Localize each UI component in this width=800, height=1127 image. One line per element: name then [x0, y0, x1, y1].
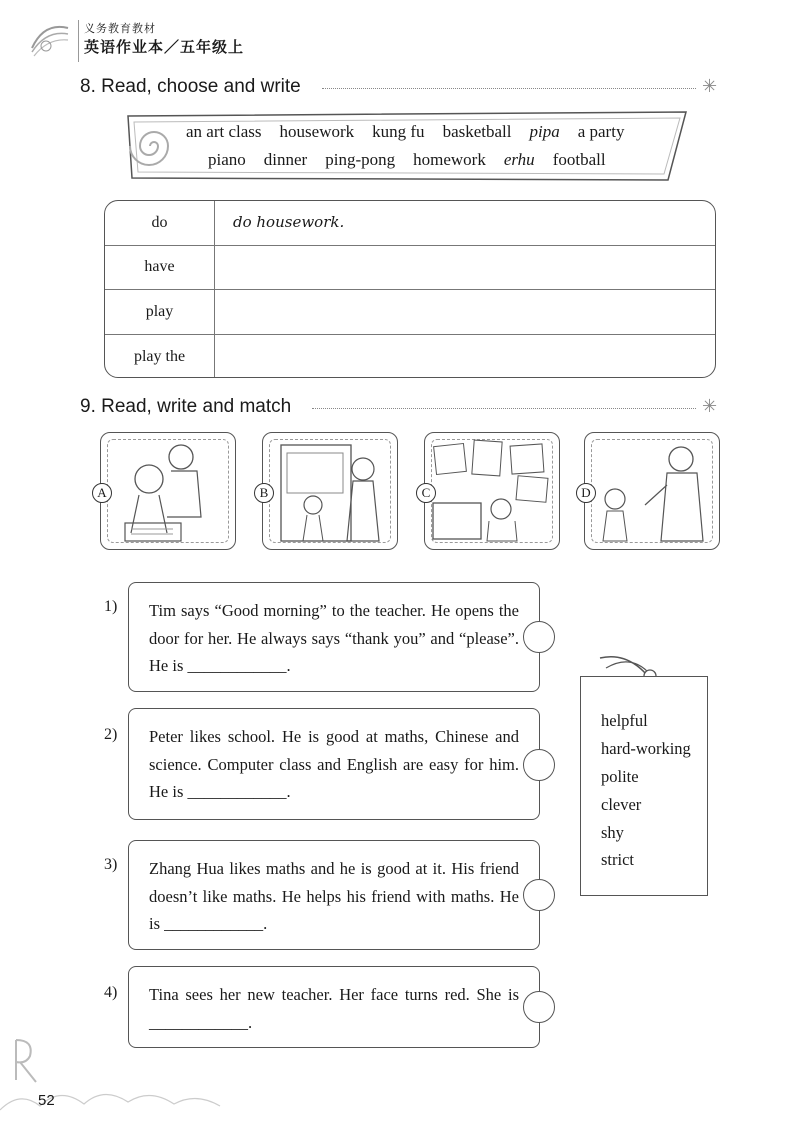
question-card-3 — [128, 840, 540, 950]
tag-word: clever — [601, 795, 642, 814]
publisher-logo-icon — [24, 18, 74, 62]
question-text: Tim says “Good morning” to the teacher. He opens the door for her. He always says “thank you” and “please”. He is ____________. — [149, 601, 519, 675]
question-text: Tina sees her new teacher. Her face turns red. She is ____________. — [149, 985, 519, 1032]
teacher-illustration — [585, 433, 721, 551]
picture-label-a: A — [92, 483, 112, 503]
table-row — [105, 246, 715, 291]
word-bank-item: erhu — [503, 150, 535, 169]
question-text: Peter likes school. He is good at maths, Chinese and science. Computer class and English are easy for him. He is ____________. — [149, 727, 519, 801]
word-bank-item: football — [552, 150, 606, 169]
match-hole[interactable] — [523, 879, 555, 911]
word-bank-item: a party — [577, 122, 625, 141]
section9-dotted-rule — [312, 408, 696, 409]
tag-word: helpful — [601, 711, 648, 730]
question-card-1 — [128, 582, 540, 692]
table-verb: play — [105, 290, 215, 334]
asterisk-icon: ✳ — [702, 396, 718, 417]
word-bank-item: housework — [279, 122, 355, 141]
table-answer-field[interactable]: do housework. — [233, 213, 345, 231]
computer-illustration — [425, 433, 561, 551]
word-bank-item: basketball — [442, 122, 512, 141]
question-card-2 — [128, 708, 540, 820]
header-series: 义务教育教材 — [84, 23, 156, 35]
table-row — [105, 201, 715, 246]
question-number: 2) — [104, 726, 118, 743]
section9-title: 9. Read, write and match — [80, 396, 292, 417]
tag-word: hard-working — [601, 739, 691, 758]
picture-label-c: C — [416, 483, 436, 503]
table-verb: have — [105, 246, 215, 290]
tag-word: strict — [601, 850, 634, 869]
section8-dotted-rule — [322, 88, 696, 89]
page-number: 52 — [38, 1092, 55, 1109]
table-verb: do — [105, 201, 215, 245]
header-book-title: 英语作业本／五年级上 — [84, 40, 245, 56]
tag-word: shy — [601, 823, 624, 842]
table-verb: play the — [105, 335, 215, 379]
asterisk-icon: ✳ — [702, 76, 718, 97]
match-hole[interactable] — [523, 621, 555, 653]
question-number: 3) — [104, 856, 118, 873]
question-text: Zhang Hua likes maths and he is good at it. His friend doesn’t like maths. He helps his friend with maths. He is ____________. — [149, 859, 519, 933]
footer-cloud-decoration — [0, 1030, 260, 1127]
word-bank-item: dinner — [263, 150, 308, 169]
word-bank-item: kung fu — [372, 122, 425, 141]
swirl-icon — [128, 118, 178, 174]
word-bank-row-1 — [186, 122, 642, 142]
word-bank-item: ping-pong — [325, 150, 396, 169]
word-bank-item: homework — [413, 150, 486, 169]
picture-frame-b — [262, 432, 398, 550]
door-illustration — [263, 433, 399, 551]
match-hole[interactable] — [523, 749, 555, 781]
table-row — [105, 290, 715, 335]
match-hole[interactable] — [523, 991, 555, 1023]
picture-label-d: D — [576, 483, 596, 503]
picture-frame-c — [424, 432, 560, 550]
header-divider — [78, 20, 79, 62]
picture-label-b: B — [254, 483, 274, 503]
word-bank-banner — [124, 108, 690, 184]
picture-frame-a — [100, 432, 236, 550]
table-row — [105, 335, 715, 379]
picture-frame-d — [584, 432, 720, 550]
question-number: 4) — [104, 984, 118, 1001]
word-bank-item: an art class — [186, 122, 262, 141]
word-bank-item: pipa — [529, 122, 560, 141]
adjective-word-tag — [580, 676, 708, 896]
verb-answer-table — [104, 200, 716, 378]
boy-writing-illustration — [101, 433, 237, 551]
tag-word: polite — [601, 767, 639, 786]
section8-title: 8. Read, choose and write — [80, 76, 301, 97]
word-bank-row-2 — [208, 150, 624, 170]
word-bank-item: piano — [208, 150, 246, 169]
question-number: 1) — [104, 598, 118, 615]
